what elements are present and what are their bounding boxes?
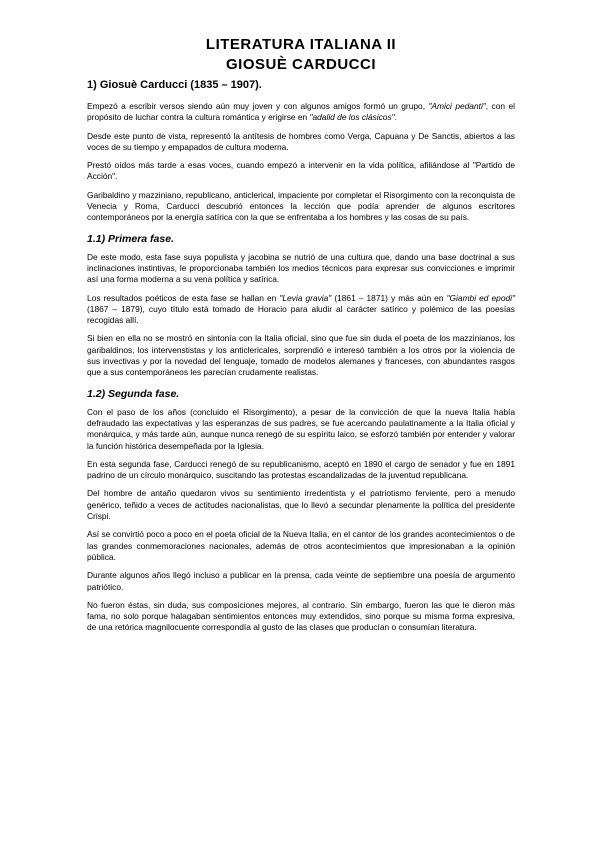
paragraph: En esta segunda fase, Carducci renegó de su republicanismo, aceptó en 1890 el cargo de senador y fue en 1891 padrino de un círculo monárquico, suscitando las protestas escandalizadas de la juventud republicana.	[87, 458, 515, 481]
section-1-heading: 1) Giosuè Carducci (1835 – 1907).	[87, 79, 262, 91]
paragraph: Si bien en ella no se mostró en sintonía con la Italia oficial, sino que fue sin duda el poeta de los mazzinianos, los garibaldinos, los intervenstistas y los anticlericales, sorprendió e interesó también a los otros por la violencia de sus invectivas y por la novedad del lenguaje, tomado de modelos alemanes y franceses, con abundantes rasgos que a sus contemporáneos les parecían crudamente realistas.	[87, 333, 515, 378]
paragraph: Los resultados poéticos de esta fase se hallan en "Levia gravia" (1861 – 1871) y más aún en "Giambi ed epodi" (1867 – 1879), cuyo título está tomado de Horacio para aludir al carácter satírico y polémico de las poesías recogidas allí.	[87, 292, 515, 326]
paragraph: Con el paso de los años (concluido el Risorgimento), a pesar de la convicción de que la nueva Italia había defraudado las expectativas y las esperanzas de sus padres, se fue acercando paulatinamente a la Italia oficial y monárquica, y más tarde aún, aunque nunca renegó de su espíritu laico, se esforzó también por entender y valorar la función histórica desempeñada por la Iglesia.	[87, 406, 515, 451]
course-title: LITERATURA ITALIANA II	[205, 36, 397, 53]
paragraph: Prestó oídos más tarde a esas voces, cuando empezó a intervenir en la vida política, afiliándose al "Partido de Acción".	[87, 160, 515, 182]
paragraph: Durante algunos años llegó incluso a publicar en la prensa, cada veinte de septiembre una poesía de argumento patriótico.	[87, 570, 515, 592]
paragraph: No fueron éstas, sin duda, sus composiciones mejores, al contrario. Sin embargo, fueron las que le dieron más fama, no solo porque halagaban sentimientos entonces muy extendidos, sino porque su misma forma expresiva, de una retórica magnilocuente correspondía al gusto de las clases que producían o consumían literatura.	[87, 599, 515, 633]
paragraph: Garibaldino y mazziniano, republicano, anticlerical, impaciente por completar el Risorgimento con la reconquista de Venecia y Roma, Carducci descubrió entonces la lección que podía aprender de algunos escritores contemporáneos por la energía satírica con la que se enfrentaba a los hombres y las cosas de su país.	[87, 189, 515, 223]
author-title: GIOSUÈ CARDUCCI	[225, 56, 376, 73]
paragraph: Empezó a escribir versos siendo aún muy joven y con algunos amigos formó un grupo, "Amici pedanti", con el propósito de luchar contra la cultura romántica y erigirse en "adalid de los clásicos".	[87, 101, 515, 123]
paragraph: Desde este punto de vista, representó la antítesis de hombres como Verga, Capuana y De Sanctis, abiertos a las voces de su tiempo y empapados de cultura moderna.	[87, 130, 515, 152]
paragraph: Del hombre de antaño quedaron vivos su sentimiento irredentista y el patriotismo ferviente, pero a menudo genérico, teñido a veces de actitudes nacionalistas, que lo llevó a secundar plenamente la política del presidente Crispi.	[87, 488, 515, 522]
paragraph: De este modo, esta fase suya populista y jacobina se nutrió de una cultura que, dando una base doctrinal a sus inclinaciones instintivas, le proporcionaba también los medios técnicos para expresar sus convicciones e imprimir así una forma moderna a su vena política y satírica.	[87, 251, 515, 285]
section-1-2-heading: 1.2) Segunda fase.	[87, 387, 180, 400]
section-1-1-heading: 1.1) Primera fase.	[87, 232, 174, 245]
document-content	[87, 36, 515, 641]
paragraph: Así se convirtió poco a poco en el poeta oficial de la Nueva Italia, en el cantor de los grandes acontecimientos o de las grandes conmemoraciones nacionales, además de otros acontecimientos que impresionaban a la opinión pública.	[87, 529, 515, 562]
